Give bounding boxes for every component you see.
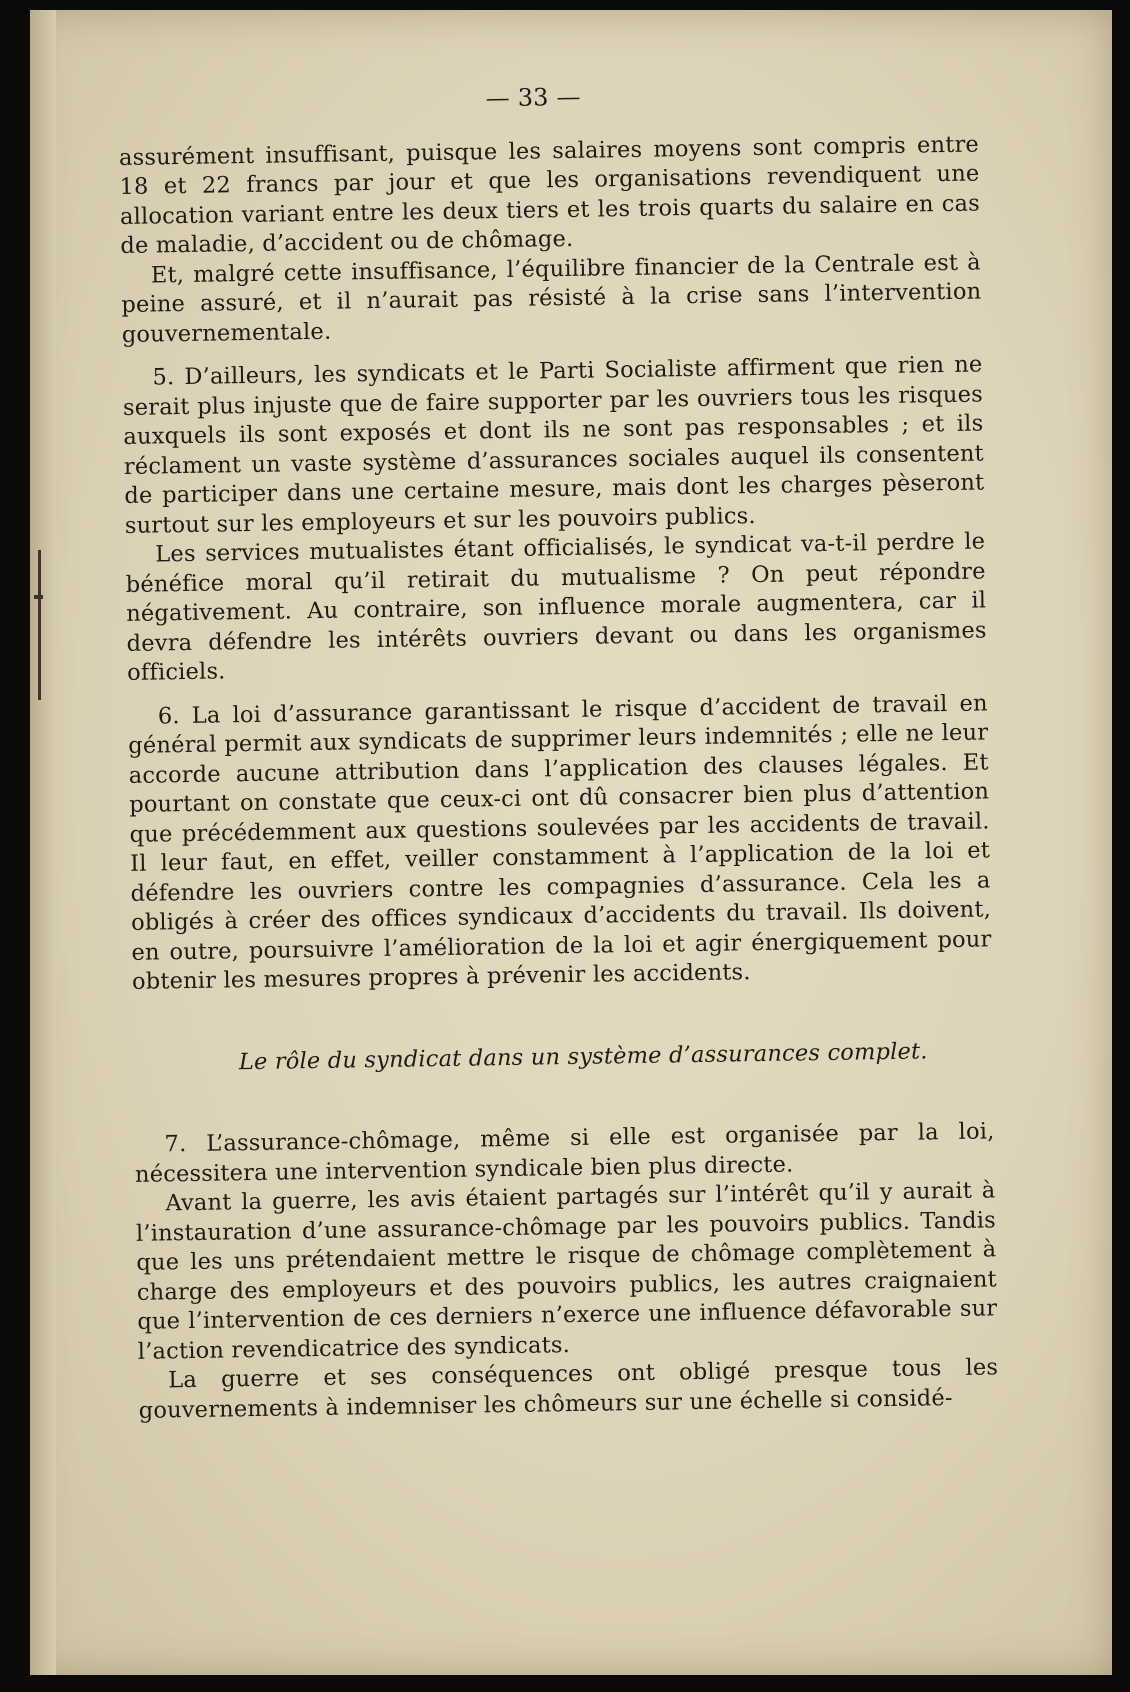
paragraph: Les services mutualistes étant officialisés, le syndicat va-t-il perdre le bénéfice moral qu’il retirait du mutualisme ? On peut répondre négativement. Au contraire, son influence morale augmentera, car il devra défendre les intérêts ouvriers devant ou dans les organismes officiels. xyxy=(125,528,987,686)
paragraph: 5. D’ailleurs, les syndicats et le Parti Socialiste affirment que rien ne serait plus injuste que de faire supporter par les ouvriers tous les risques auxquels ils sont exposés et dont ils ne sont pas responsables ; et ils réclament un vaste système d’assurances sociales auquel ils consentent de participer dans une certaine mesure, mais dont les charges pèseront surtout sur les employeurs et sur les pouvoirs publics. xyxy=(122,351,985,539)
ink-mark xyxy=(38,550,41,700)
page-text xyxy=(118,76,999,1425)
ink-mark xyxy=(34,595,43,599)
paragraph: La guerre et ses conséquences ont obligé presque tous les gouvernements à indemniser les chômeurs sur une échelle si considé- xyxy=(138,1354,999,1424)
paragraph: 7. L’assurance-chômage, même si elle est organisée par la loi, nécessitera une intervention syndicale bien plus directe. xyxy=(134,1118,995,1188)
paragraph: 6. La loi d’assurance garantissant le risque d’accident de travail en général permit aux syndicats de supprimer leurs indemnités ; elle ne leur accorde aucune attribution dans l’application des clauses légales. Et pourtant on constate que ceux-ci ont dû consacrer bien plus d’attention que précédemment aux questions soulevées par les accidents de travail. Il leur faut, en effet, veiller constamment à l’application de la loi et défendre les ouvriers contre les compagnies d’assurance. Cela les a obligés à créer des offices syndicaux d’accidents du travail. Ils doivent, en outre, poursuivre l’amélioration de la loi et agir énergiquement pour obtenir les mesures propres à prévenir les accidents. xyxy=(128,689,992,995)
paragraph: Avant la guerre, les avis étaient partagés sur l’intérêt qu’il y aurait à l’instauration d’une assurance-chômage par les pouvoirs publics. Tandis que les uns prétendaient mettre le risque de chômage complètement à charge des employeurs et des pouvoirs publics, les autres craignaient que l’intervention de ces derniers n’exerce une influence défavorable sur l’action revendicatrice des syndicats. xyxy=(135,1177,998,1365)
paragraph: assurément insuffisant, puisque les salaires moyens sont compris entre 18 et 22 francs par jour et que les organisations revendiquent une allocation variant entre les deux tiers et les trois quarts du salaire en cas de maladie, d’accident ou de chômage. xyxy=(118,130,981,259)
paragraph: Et, malgré cette insuffisance, l’équilibre financier de la Centrale est à peine assuré, et il n’aurait pas résisté à la crise sans l’intervention gouvernementale. xyxy=(121,248,982,348)
section-heading: Le rôle du syndicat dans un système d’assurances complet. xyxy=(238,1037,928,1075)
binding-edge xyxy=(30,10,56,1675)
page-number: — 33 — xyxy=(485,82,581,113)
